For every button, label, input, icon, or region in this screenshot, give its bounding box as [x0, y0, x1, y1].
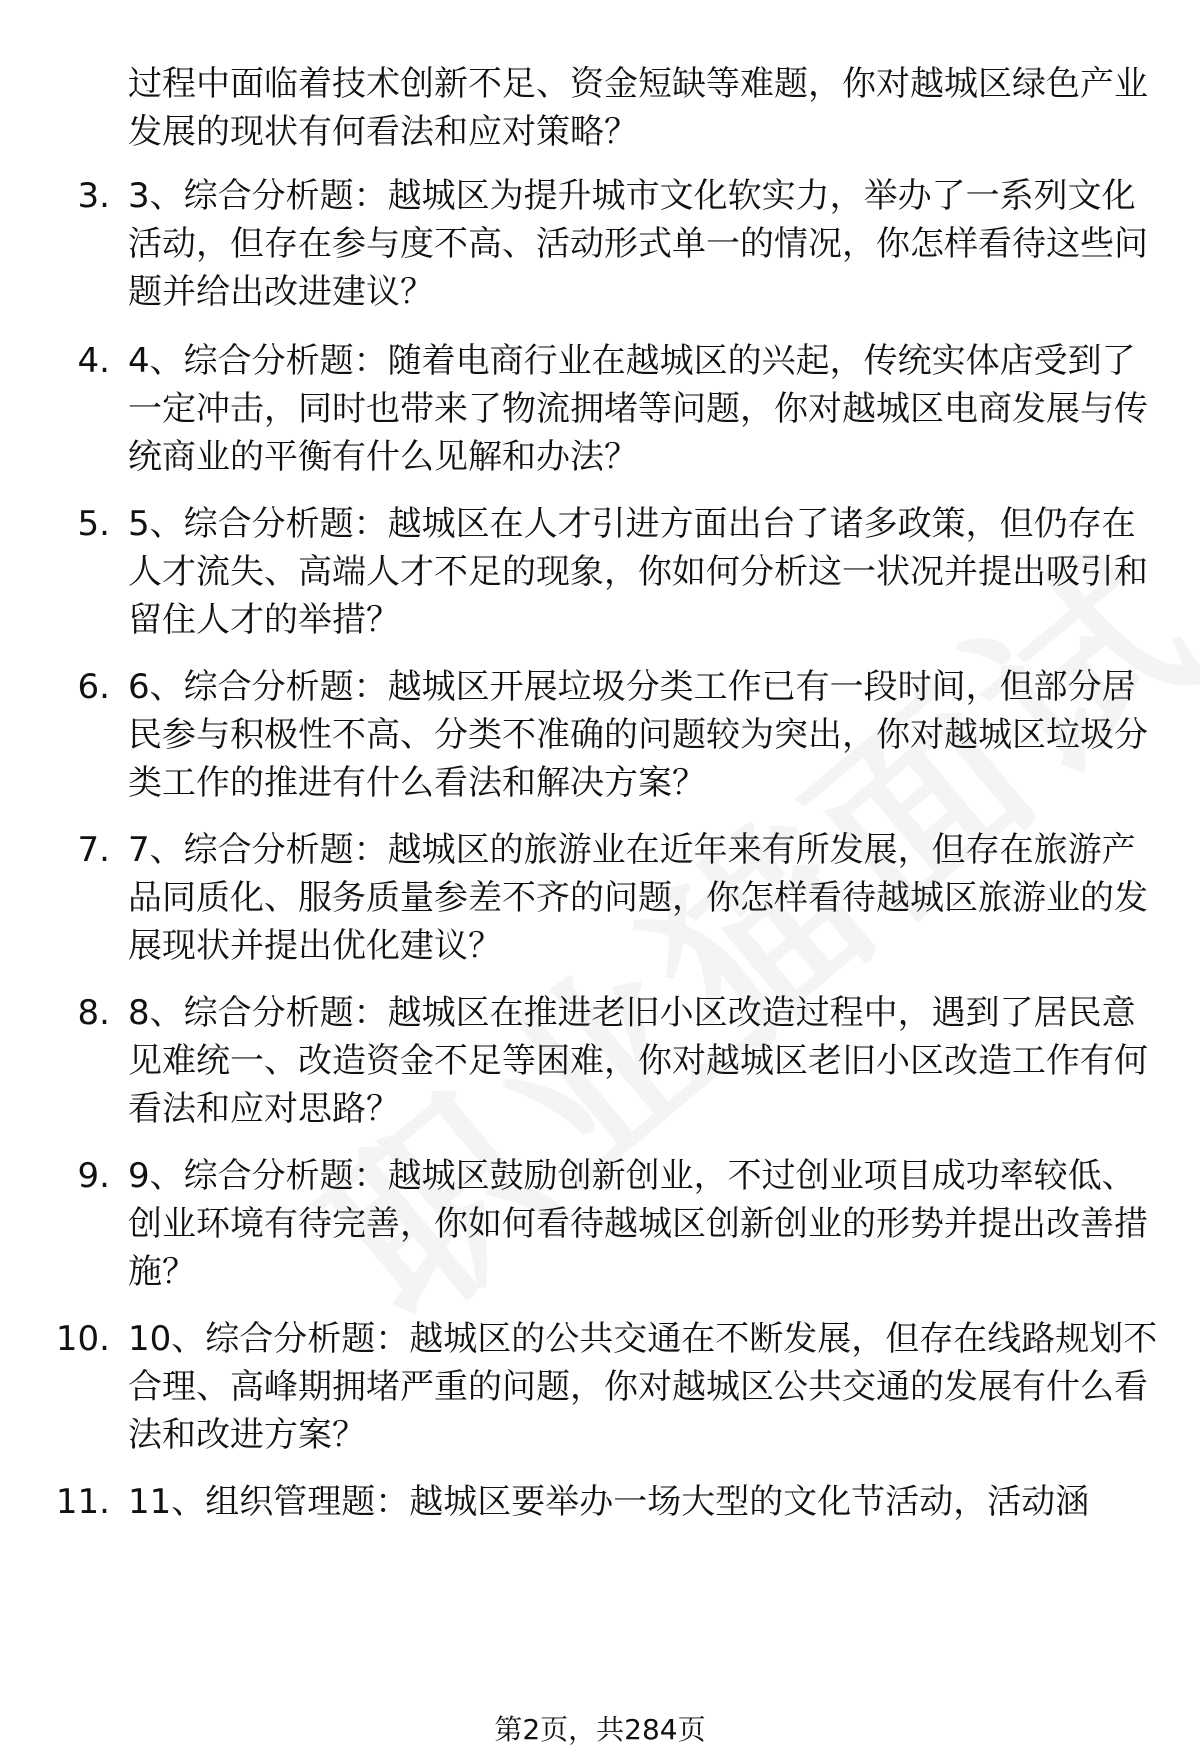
item-text: 10、综合分析题：越城区的公共交通在不断发展，但存在线路规划不合理、高峰期拥堵严重的问题，你对越城区公共交通的发展有什么看法和改进方案？	[128, 1319, 1158, 1455]
item-number: 6.	[77, 667, 110, 707]
item-text: 3、综合分析题：越城区为提升城市文化软实力，举办了一系列文化活动，但存在参与度不高、活动形式单一的情况，你怎样看待这些问题并给出改进建议？	[128, 176, 1148, 312]
continuation-text: 过程中面临着技术创新不足、资金短缺等难题，你对越城区绿色产业发展的现状有何看法和应对策略？	[128, 64, 1148, 152]
item-number: 8.	[77, 993, 110, 1033]
item-number: 9.	[77, 1156, 110, 1196]
item-number: 5.	[77, 504, 110, 544]
item-number: 11.	[55, 1482, 110, 1522]
page-footer: 第2页，共284页	[494, 1713, 706, 1746]
item-text: 8、综合分析题：越城区在推进老旧小区改造过程中，遇到了居民意见难统一、改造资金不足等困难，你对越城区老旧小区改造工作有何看法和应对思路？	[128, 993, 1148, 1129]
item-text: 9、综合分析题：越城区鼓励创新创业，不过创业项目成功率较低、创业环境有待完善，你如何看待越城区创新创业的形势并提出改善措施？	[128, 1156, 1148, 1292]
item-number: 10.	[55, 1319, 110, 1359]
item-text: 5、综合分析题：越城区在人才引进方面出台了诸多政策，但仍存在人才流失、高端人才不足的现象，你如何分析这一状况并提出吸引和留住人才的举措？	[128, 504, 1148, 640]
item-text: 11、组织管理题：越城区要举办一场大型的文化节活动，活动涵	[128, 1482, 1090, 1522]
item-number: 3.	[77, 176, 110, 216]
item-text: 4、综合分析题：随着电商行业在越城区的兴起，传统实体店受到了一定冲击，同时也带来了物流拥堵等问题，你对越城区电商发展与传统商业的平衡有什么见解和办法？	[128, 341, 1148, 477]
item-number: 4.	[77, 341, 110, 381]
item-text: 7、综合分析题：越城区的旅游业在近年来有所发展，但存在旅游产品同质化、服务质量参差不齐的问题，你怎样看待越城区旅游业的发展现状并提出优化建议？	[128, 830, 1148, 966]
item-text: 6、综合分析题：越城区开展垃圾分类工作已有一段时间，但部分居民参与积极性不高、分类不准确的问题较为突出，你对越城区垃圾分类工作的推进有什么看法和解决方案？	[128, 667, 1148, 803]
item-number: 7.	[77, 830, 110, 870]
